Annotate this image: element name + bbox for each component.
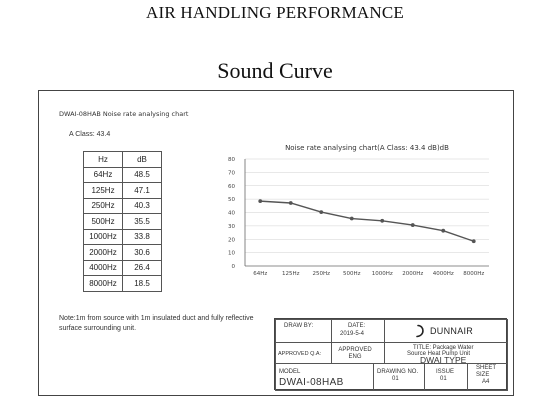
- y-tick-label: 80: [228, 157, 235, 163]
- chart-heading: DWAI-08HAB Noise rate analysing chart: [59, 110, 189, 118]
- model-value: DWAI-08HAB: [279, 377, 344, 388]
- dunnair-logo-icon: [413, 324, 427, 338]
- model-label: MODEL: [279, 369, 301, 375]
- y-tick-label: 0: [231, 264, 235, 270]
- table-cell-db: 40.3: [123, 198, 162, 214]
- table-cell-hz: 125Hz: [84, 183, 123, 199]
- approved-eng-label: APPROVED ENG: [338, 347, 372, 360]
- table-cell-db: 47.1: [123, 183, 162, 199]
- page-subheading: Sound Curve: [217, 58, 333, 83]
- date-cell: [331, 319, 385, 343]
- x-tick-label: 4000Hz: [432, 271, 454, 277]
- data-point: [472, 239, 476, 243]
- table-cell-hz: 500Hz: [84, 214, 123, 230]
- table-cell-db: 35.5: [123, 214, 162, 230]
- drawing-no-label: DRAWING NO.: [377, 369, 419, 375]
- title-line2: Source Heat Pump Unit: [407, 351, 471, 357]
- y-tick-label: 40: [228, 210, 235, 217]
- table-cell-hz: 4000Hz: [84, 260, 123, 276]
- table-header-hz: Hz: [84, 152, 123, 168]
- data-point: [258, 199, 262, 203]
- table-header-db: dB: [123, 152, 162, 168]
- table-cell-hz: 250Hz: [84, 198, 123, 214]
- table-header-row: [84, 152, 162, 168]
- y-tick-label: 70: [228, 170, 235, 177]
- issue-label: ISSUE: [436, 369, 455, 375]
- y-tick-label: 60: [228, 183, 235, 190]
- table-row: [84, 198, 162, 214]
- date-label: DATE:: [348, 323, 366, 329]
- table-cell-db: 33.8: [123, 229, 162, 245]
- series-line: [260, 201, 474, 241]
- table-row: [84, 167, 162, 183]
- title-line1: TITLE: Package Water: [413, 345, 474, 351]
- sheet-label: SHEET: [476, 365, 497, 371]
- drawing-no-cell: [373, 363, 425, 391]
- noise-table: [83, 151, 162, 292]
- title-cell: [384, 342, 508, 364]
- data-point: [350, 217, 354, 221]
- company-cell: [384, 319, 508, 343]
- size-value: A4: [482, 379, 490, 385]
- x-tick-label: 64Hz: [253, 271, 268, 277]
- table-cell-hz: 8000Hz: [84, 276, 123, 292]
- data-point: [411, 223, 415, 227]
- company-logo: [413, 324, 473, 338]
- table-cell-db: 26.4: [123, 260, 162, 276]
- table-cell-hz: 64Hz: [84, 167, 123, 183]
- drawing-no-value: 01: [392, 376, 399, 382]
- table-cell-db: 30.6: [123, 245, 162, 261]
- table-row: [84, 245, 162, 261]
- company-name: DUNNAIR: [430, 326, 474, 336]
- sheet-cell: [467, 363, 508, 391]
- issue-cell: [424, 363, 468, 391]
- issue-value: 01: [440, 376, 447, 382]
- data-point: [289, 201, 293, 205]
- page-heading: AIR HANDLING PERFORMANCE: [146, 3, 404, 22]
- type-label: DWAI TYPE: [420, 355, 467, 365]
- a-class-value: A Class: 43.4: [69, 131, 111, 138]
- approved-eng-cell: [331, 342, 385, 364]
- x-tick-label: 8000Hz: [463, 271, 485, 277]
- x-tick-label: 2000Hz: [402, 271, 424, 277]
- x-tick-label: 1000Hz: [371, 271, 393, 277]
- approved-qa-label: APPROVED Q.A:: [278, 351, 322, 357]
- y-tick-label: 10: [228, 250, 235, 257]
- size-label: SIZE: [476, 372, 490, 378]
- draw-by-cell: [275, 319, 332, 343]
- table-row: [84, 229, 162, 245]
- draw-by-label: DRAW BY:: [284, 323, 314, 329]
- table-row: [84, 276, 162, 292]
- y-tick-label: 50: [228, 197, 235, 204]
- data-point: [380, 219, 384, 223]
- table-row: [84, 260, 162, 276]
- model-cell: [275, 363, 374, 391]
- date-value: 2019-5-4: [340, 331, 365, 337]
- x-tick-label: 250Hz: [312, 271, 331, 277]
- chart-title: Noise rate analysing chart(A Class: 43.4 dB)dB: [285, 144, 449, 152]
- data-point: [319, 210, 323, 214]
- sound-curve-panel: [38, 90, 514, 396]
- drawing-title-block: [274, 318, 507, 390]
- table-cell-db: 18.5: [123, 276, 162, 292]
- approved-qa-cell: [275, 342, 332, 364]
- table-cell-hz: 1000Hz: [84, 229, 123, 245]
- y-tick-label: 30: [228, 223, 235, 230]
- noise-rate-chart: [207, 139, 497, 287]
- y-tick-label: 20: [228, 237, 235, 244]
- measurement-note: Note:1m from source with 1m insulated duct and fully reflective surface surrounding unit.: [59, 315, 254, 332]
- x-tick-label: 500Hz: [342, 271, 361, 277]
- table-row: [84, 183, 162, 199]
- table-cell-db: 48.5: [123, 167, 162, 183]
- x-tick-label: 125Hz: [281, 271, 300, 277]
- table-cell-hz: 2000Hz: [84, 245, 123, 261]
- data-point: [441, 229, 445, 233]
- table-row: [84, 214, 162, 230]
